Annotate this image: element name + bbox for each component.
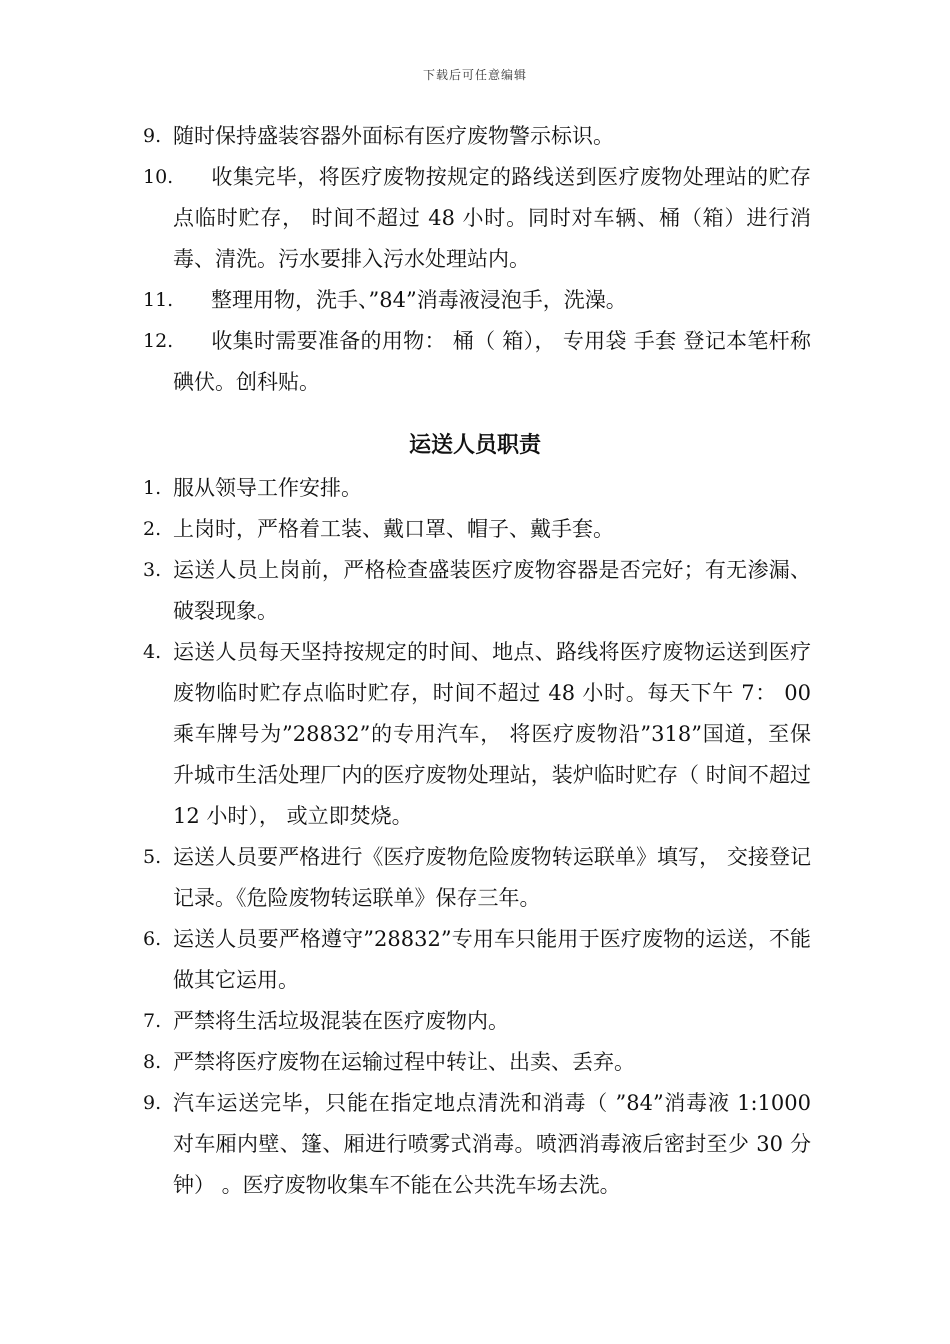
item-text: 运送人员要严格遵守”28832”专用车只能用于医疗废物的运送，不能做其它运用。 — [173, 927, 811, 992]
item-text: 严禁将生活垃圾混装在医疗废物内。 — [173, 1009, 509, 1033]
download-note: 下载后可任意编辑 — [422, 68, 527, 82]
item-number: 9. — [143, 1092, 162, 1114]
item-text: 服从领导工作安排。 — [173, 476, 362, 500]
item-number: 11. — [143, 289, 174, 311]
list-item — [143, 468, 811, 509]
list-item — [143, 1083, 811, 1206]
list-item — [143, 280, 811, 321]
list-item — [143, 632, 811, 837]
item-number: 8. — [143, 1051, 162, 1073]
item-text: 运送人员要严格进行《医疗废物危险废物转运联单》填写， 交接登记记录。《危险废物转运联单》保存三年。 — [173, 845, 811, 910]
list-item — [143, 509, 811, 550]
item-number: 2. — [143, 518, 162, 540]
list-item — [143, 321, 811, 403]
list-item — [143, 116, 811, 157]
list-item — [143, 919, 811, 1001]
list-item — [143, 550, 811, 632]
item-text: 整理用物，洗手、”84”消毒液浸泡手，洗澡。 — [211, 288, 627, 312]
list-item — [143, 1001, 811, 1042]
item-number: 12. — [143, 330, 174, 352]
item-number: 5. — [143, 846, 162, 868]
item-number: 7. — [143, 1010, 162, 1032]
item-number: 6. — [143, 928, 162, 950]
list-item — [143, 157, 811, 280]
item-text: 上岗时，严格着工装、戴口罩、帽子、戴手套。 — [173, 517, 614, 541]
item-number: 3. — [143, 559, 162, 581]
item-text: 收集时需要准备的用物： 桶（ 箱）， 专用袋 手套 登记本笔杆称碘伏。创科贴。 — [173, 329, 811, 394]
section-title: 运送人员职责 — [408, 433, 541, 458]
list-item — [143, 837, 811, 919]
item-number: 4. — [143, 641, 162, 663]
item-text: 随时保持盛装容器外面标有医疗废物警示标识。 — [173, 124, 614, 148]
item-text: 严禁将医疗废物在运输过程中转让、出卖、丢弃。 — [173, 1050, 635, 1074]
collection-duties-list — [143, 116, 811, 403]
item-text: 运送人员上岗前，严格检查盛装医疗废物容器是否完好；有无渗漏、破裂现象。 — [173, 558, 811, 623]
item-text: 收集完毕，将医疗废物按规定的路线送到医疗废物处理站的贮存点临时贮存， 时间不超过 48 小时。同时对车辆、桶（箱）进行消毒、清洗。污水要排入污水处理站内。 — [173, 165, 811, 271]
transport-duties-list — [143, 468, 811, 1206]
item-number: 10. — [143, 166, 174, 188]
list-item — [143, 1042, 811, 1083]
item-number: 9. — [143, 125, 162, 147]
item-text: 汽车运送完毕，只能在指定地点清洗和消毒（ ”84”消毒液 1:1000 对车厢内壁、篷、厢进行喷雾式消毒。喷洒消毒液后密封至少 30 分钟） 。医疗废物收集车不能在公共洗车场去洗。 — [173, 1091, 811, 1197]
item-text: 运送人员每天坚持按规定的时间、地点、路线将医疗废物运送到医疗废物临时贮存点临时贮存，时间不超过 48 小时。每天下午 7： 00 乘车牌号为”28832”的专用汽车， 将医疗废物沿”318”国道，至保升城市生活处理厂内的医疗废物处理站，装炉临时贮存（ 时间不超过 12 小时）， 或立即焚烧。 — [173, 640, 811, 828]
item-number: 1. — [143, 477, 162, 499]
